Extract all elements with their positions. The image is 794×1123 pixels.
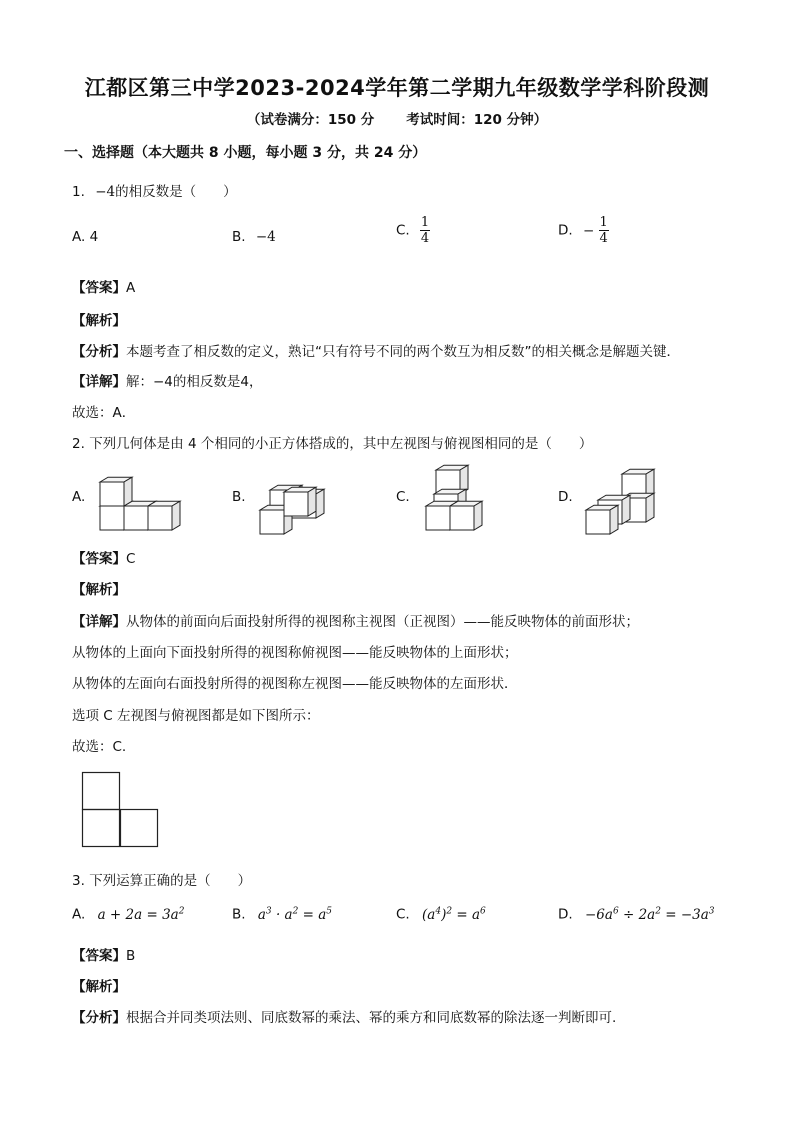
cube-front-face <box>100 506 124 530</box>
numerator: 1 <box>599 215 608 230</box>
q1-analysis-label: 【解析】 <box>72 313 126 329</box>
formula-d: $-6a^6 \div 2a^2 = -3a^3$ <box>584 906 715 923</box>
q2-option-a: A. <box>72 489 86 505</box>
answer-value: C <box>126 551 136 567</box>
cube-side-face <box>646 493 654 522</box>
page-title: 江都区第三中学2023-2024学年第二学期九年级数学学科阶段测 <box>84 76 710 100</box>
q2-choose: 故选：C. <box>72 739 127 755</box>
q2-view-figure <box>82 772 162 850</box>
q1-fenxi <box>72 340 680 360</box>
q2-figure-b <box>258 466 338 536</box>
question-number: 2. <box>72 436 85 452</box>
q2-detail-2: 从物体的上面向下面投射所得的视图称俯视图——能反映物体的上面形状； <box>72 645 518 661</box>
fenxi-label: 【分析】 <box>72 344 126 360</box>
fenxi-text: 根据合并同类项法则、同底数幂的乘法、幂的乘方和同底数幂的除法逐一判断即可. <box>126 1010 617 1026</box>
view-square-bottom-right <box>121 810 158 847</box>
q2-figure-c <box>424 460 494 535</box>
time-info: 考试时间：120 分钟） <box>406 112 548 128</box>
view-square-bottom-left <box>83 810 120 847</box>
cube-side-face <box>474 501 482 530</box>
cube-front-face <box>260 510 284 534</box>
q1-detail <box>72 370 263 390</box>
question-2-stem <box>72 432 592 452</box>
cube-side-face <box>610 505 618 534</box>
question-number: 1. <box>72 184 85 200</box>
fenxi-text: 本题考查了相反数的定义，熟记“只有符号不同的两个数互为相反数”的相关概念是解题关键． <box>126 344 680 360</box>
cube-front-face <box>148 506 172 530</box>
q1-option-b <box>232 229 276 245</box>
question-number: 3. <box>72 873 85 889</box>
q3-analysis-label: 【解析】 <box>72 979 126 995</box>
minus-sign: − <box>582 222 595 239</box>
cube-side-face <box>316 489 324 518</box>
q3-answer <box>72 944 135 964</box>
answer-value: A <box>126 280 136 296</box>
q2-figure-a <box>98 466 198 536</box>
formula-a: $a + 2a = 3a^2$ <box>97 906 185 923</box>
section-heading: 一、选择题（本大题共 8 小题，每小题 3 分，共 24 分） <box>64 145 427 161</box>
question-text: 的相反数是（ ） <box>115 184 237 200</box>
cube-front-face <box>450 506 474 530</box>
q2-analysis-label: 【解析】 <box>72 582 126 598</box>
exam-info <box>0 108 794 128</box>
option-label: D. <box>558 222 573 239</box>
q2-option-c: C. <box>396 489 410 505</box>
q1-choose: 故选：A． <box>72 405 136 421</box>
cube-front-face <box>284 492 308 516</box>
option-value: −4 <box>255 229 276 245</box>
q2-answer <box>72 547 135 567</box>
q1-answer <box>72 276 135 296</box>
option-label: C. <box>396 222 410 239</box>
q1-option-c <box>396 215 430 246</box>
cube-front-face <box>426 506 450 530</box>
q2-option-b: B. <box>232 489 246 505</box>
cube-front-face <box>586 510 610 534</box>
cube <box>586 505 618 534</box>
cube <box>450 501 482 530</box>
question-1-stem <box>72 180 237 200</box>
option-label: C. <box>396 906 410 923</box>
option-label: D. <box>558 906 573 923</box>
q2-detail-3: 从物体的左面向右面投射所得的视图称左视图——能反映物体的左面形状． <box>72 676 518 692</box>
formula-b: $a^3 \cdot a^2 = a^5$ <box>257 906 333 923</box>
cube <box>284 487 316 516</box>
detail-label: 【详解】 <box>72 374 126 390</box>
cube-side-face <box>172 501 180 530</box>
q3-option-c <box>396 906 486 923</box>
detail-label: 【详解】 <box>72 614 126 630</box>
option-label: B. <box>232 229 246 245</box>
cube <box>148 501 180 530</box>
numerator: 1 <box>420 215 430 230</box>
answer-label: 【答案】 <box>72 280 126 296</box>
q1-option-d <box>558 215 609 246</box>
q2-figure-d <box>584 462 669 537</box>
option-label: A. <box>72 906 86 923</box>
formula-c: $(a^4)^2 = a^6$ <box>422 906 486 923</box>
q3-option-d <box>558 906 715 923</box>
math-expression: −4 <box>95 184 116 200</box>
answer-value: B <box>126 948 136 964</box>
question-3-stem <box>72 869 251 889</box>
option-label: B. <box>232 906 246 923</box>
cube-side-face <box>622 495 630 524</box>
q3-fenxi <box>72 1006 616 1026</box>
q3-option-b <box>232 906 332 923</box>
fenxi-label: 【分析】 <box>72 1010 126 1026</box>
q2-option-d: D. <box>558 489 573 505</box>
answer-label: 【答案】 <box>72 551 126 567</box>
view-square-top <box>83 773 120 810</box>
cube <box>100 477 132 506</box>
cube-side-face <box>124 477 132 506</box>
cube-side-face <box>308 487 316 516</box>
question-text: 下列几何体是由 4 个相同的小正方体搭成的，其中左视图与俯视图相同的是（ ） <box>89 436 593 452</box>
fraction <box>420 215 430 246</box>
question-text: 下列运算正确的是（ ） <box>89 873 252 889</box>
denominator: 4 <box>599 231 608 246</box>
detail-text: 解：−4的相反数是4， <box>126 374 263 390</box>
q1-option-a: A. 4 <box>72 229 99 245</box>
detail-text: 从物体的前面向后面投射所得的视图称主视图（正视图）——能反映物体的前面形状； <box>126 614 639 630</box>
score-info: （试卷满分：150 分 <box>246 112 375 128</box>
fraction <box>599 215 609 246</box>
cube-front-face <box>100 482 124 506</box>
cube-front-face <box>124 506 148 530</box>
q2-detail-1 <box>72 610 639 630</box>
denominator: 4 <box>420 231 430 246</box>
answer-label: 【答案】 <box>72 948 126 964</box>
q3-option-a <box>72 906 184 923</box>
q2-detail-4: 选项 C 左视图与俯视图都是如下图所示： <box>72 708 320 724</box>
